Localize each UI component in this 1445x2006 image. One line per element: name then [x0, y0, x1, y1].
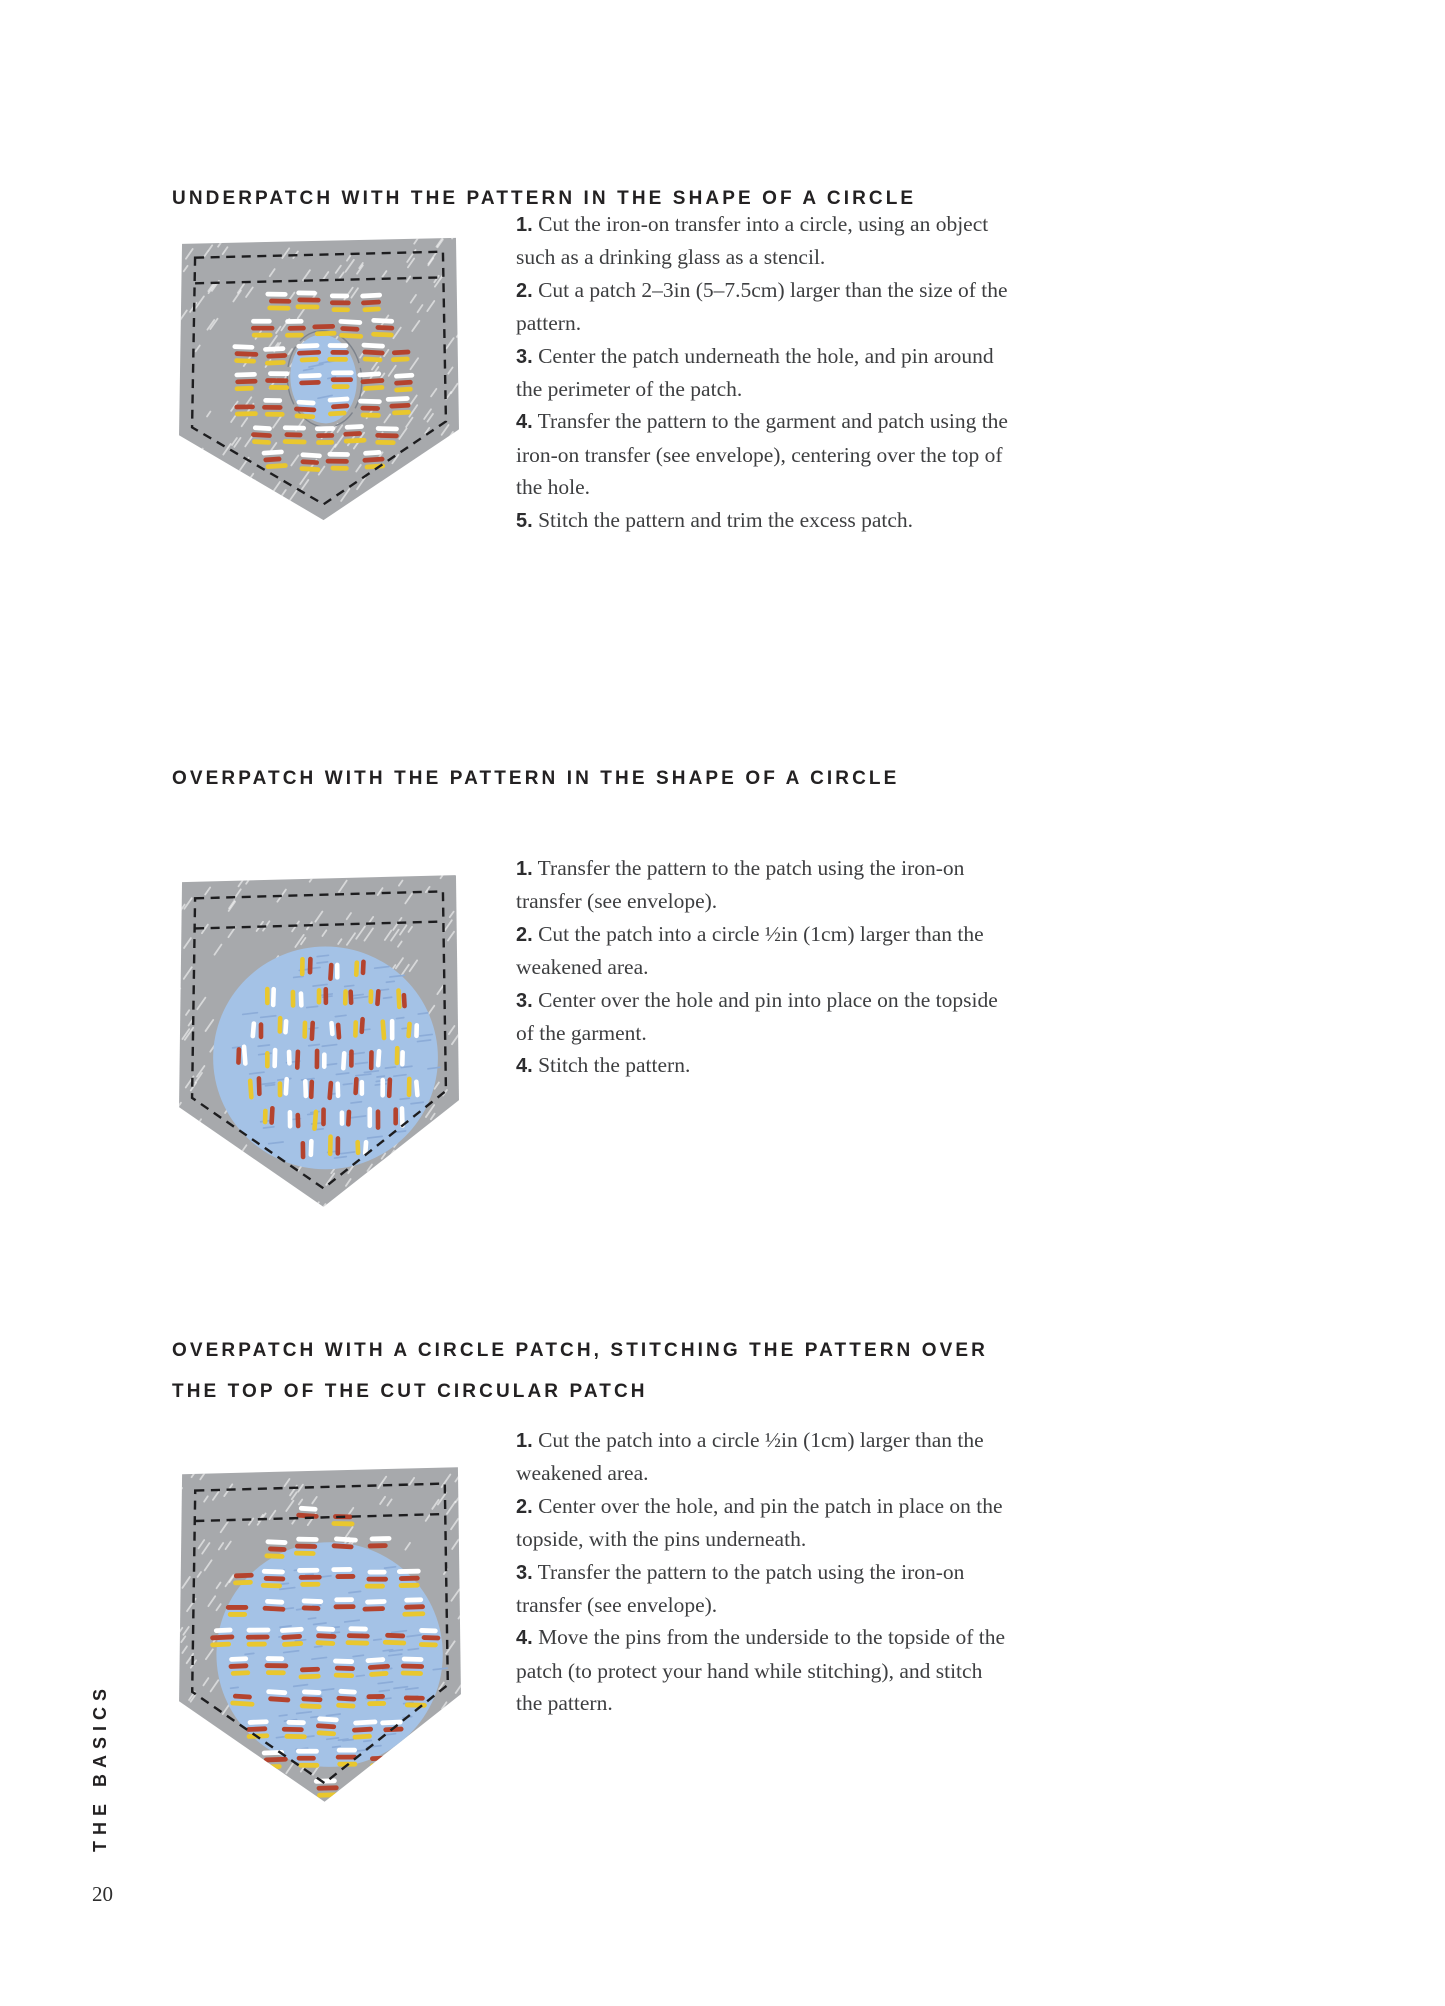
step-number: 2. [516, 1495, 533, 1518]
instruction-step [516, 852, 1008, 918]
instruction-step [516, 405, 1008, 503]
step-number: 3. [516, 989, 533, 1012]
step-number: 4. [516, 1627, 533, 1650]
step-number: 5. [516, 509, 533, 532]
step-text: Center over the hole and pin into place on the topside of the garment. [516, 987, 998, 1046]
instruction-step [516, 1490, 1008, 1556]
step-number: 1. [516, 858, 533, 880]
step-number: 1. [516, 214, 533, 236]
instructions-overpatch [516, 852, 1008, 1083]
instruction-step [516, 1049, 1008, 1082]
step-number: 4. [516, 1055, 533, 1078]
step-number: 4. [516, 411, 533, 434]
instruction-step [516, 1424, 1008, 1490]
chapter-side-label: THE BASICS [90, 1682, 110, 1852]
section-heading-underpatch: UNDERPATCH WITH THE PATTERN IN THE SHAPE OF A CIRCLE [172, 188, 917, 209]
step-text: Cut the patch into a circle ½in (1cm) larger than the weakened area. [516, 921, 984, 980]
instruction-step [516, 984, 1008, 1050]
step-text: Transfer the pattern to the patch using the iron-on transfer (see envelope). [516, 1559, 965, 1618]
overpatch-stitch-over-pocket-illustration [173, 1459, 466, 1810]
instructions-overpatch-stitch-over [516, 1424, 1008, 1720]
step-text: Center the patch underneath the hole, and pin around the perimeter of the patch. [516, 343, 994, 402]
instruction-step [516, 1556, 1008, 1622]
step-text: Stitch the pattern and trim the excess patch. [532, 507, 914, 532]
page-number: 20 [92, 1882, 113, 1906]
step-text: Transfer the pattern to the patch using the iron-on transfer (see envelope). [516, 856, 965, 914]
step-number: 1. [516, 1430, 533, 1452]
step-text: Move the pins from the underside to the topside of the patch (to protect your hand while stitching), and stitch the pattern. [516, 1625, 1005, 1716]
instruction-step [516, 208, 1008, 274]
step-text: Transfer the pattern to the garment and patch using the iron-on transfer (see envelope), centering over the top of the hole. [516, 409, 1008, 500]
heading-line: OVERPATCH WITH A CIRCLE PATCH, STITCHING THE PATTERN OVER [172, 1340, 989, 1361]
step-text: Stitch the pattern. [532, 1053, 691, 1078]
instructions-underpatch [516, 208, 1008, 537]
step-number: 2. [516, 279, 533, 302]
step-text: Cut the iron-on transfer into a circle, using an object such as a drinking glass as a stencil. [516, 212, 989, 270]
step-number: 3. [516, 1561, 533, 1584]
heading-line: THE TOP OF THE CUT CIRCULAR PATCH [172, 1381, 648, 1402]
step-text: Cut a patch 2–3in (5–7.5cm) larger than the size of the pattern. [516, 277, 1008, 336]
instruction-step [516, 1621, 1008, 1719]
overpatch-pocket-illustration [173, 867, 464, 1215]
step-number: 2. [516, 923, 533, 946]
step-number: 3. [516, 345, 533, 368]
instruction-step [516, 504, 1008, 537]
step-text: Center over the hole, and pin the patch in place on the topside, with the pins underneath. [516, 1493, 1003, 1552]
instruction-step [516, 274, 1008, 340]
instruction-step [516, 340, 1008, 406]
instruction-step [516, 918, 1008, 984]
step-text: Cut the patch into a circle ½in (1cm) larger than the weakened area. [516, 1428, 984, 1486]
section-heading-overpatch: OVERPATCH WITH THE PATTERN IN THE SHAPE OF A CIRCLE [172, 768, 900, 789]
underpatch-pocket-illustration [173, 231, 464, 527]
section-heading-overpatch-stitch-over [172, 1330, 988, 1412]
